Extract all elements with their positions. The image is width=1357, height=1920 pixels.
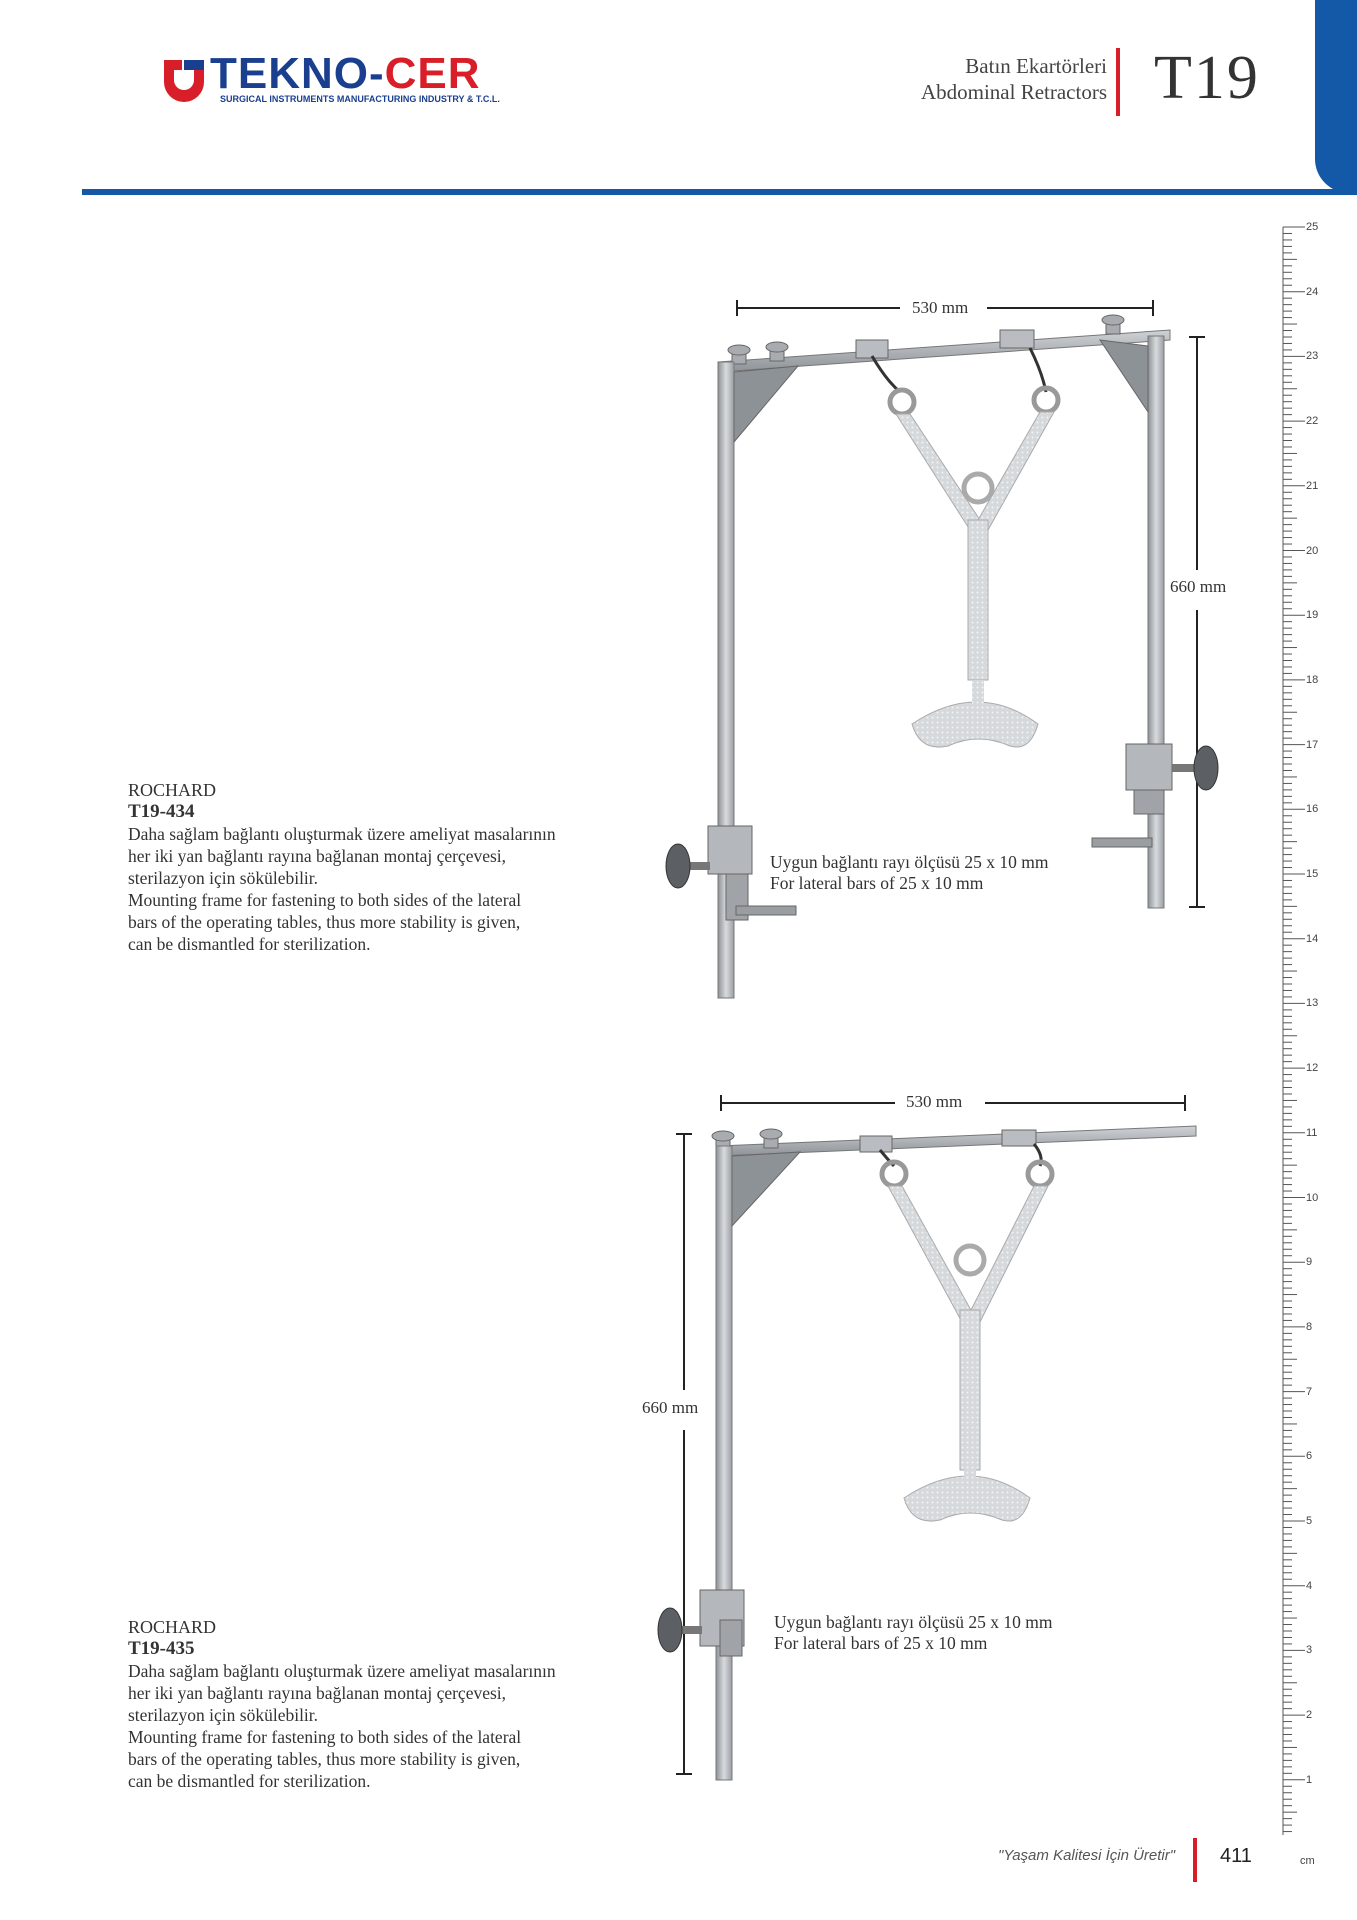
ruler-label: 24	[1306, 285, 1319, 298]
retractor-blade	[882, 1162, 1052, 1521]
ruler-label: 23	[1306, 350, 1319, 363]
section-code: T19	[1154, 44, 1260, 112]
desc-en-line: Mounting frame for fastening to both sides of the lateral	[128, 890, 522, 910]
desc-tr-line: sterilazyon için sökülebilir.	[128, 1705, 319, 1725]
footer-slogan: "Yaşam Kalitesi İçin Üretir"	[998, 1847, 1176, 1864]
ruler-label: 17	[1306, 738, 1319, 751]
desc-en-line: can be dismantled for sterilization.	[128, 1771, 371, 1791]
footer-divider	[1193, 1838, 1197, 1882]
note-tr: Uygun bağlantı rayı ölçüsü 25 x 10 mm	[774, 1612, 1053, 1632]
ruler-label: 19	[1306, 609, 1319, 622]
product-code: T19-435	[128, 1638, 195, 1659]
ruler-label: 20	[1306, 544, 1319, 557]
top-bar	[718, 1126, 1196, 1156]
desc-en-line: bars of the operating tables, thus more stability is given,	[128, 912, 521, 932]
ruler-label: 18	[1306, 673, 1319, 686]
ruler-label: 15	[1306, 868, 1319, 880]
ruler-label: 21	[1306, 479, 1319, 492]
ruler-label: 5	[1306, 1515, 1313, 1527]
note-en: For lateral bars of 25 x 10 mm	[774, 1633, 988, 1653]
ruler-label: 25	[1306, 221, 1319, 233]
product-name: ROCHARD	[128, 780, 217, 800]
ruler-label: 1	[1306, 1773, 1313, 1786]
desc-tr-line: her iki yan bağlantı rayına bağlanan montaj çerçevesi,	[128, 846, 507, 866]
ruler-label: 13	[1306, 997, 1319, 1010]
height-dimension-line	[676, 1134, 692, 1774]
ruler-label: 2	[1306, 1709, 1313, 1722]
category-title-en: Abdominal Retractors	[920, 80, 1107, 104]
left-brace	[732, 1152, 800, 1226]
lateral-bar-note	[770, 852, 1049, 894]
ruler-label: 4	[1306, 1579, 1313, 1592]
desc-en-line: can be dismantled for sterilization.	[128, 934, 371, 954]
ruler-label: 6	[1306, 1450, 1313, 1463]
ruler-label: 12	[1306, 1062, 1319, 1075]
ruler-label: 14	[1306, 932, 1319, 945]
ruler-label: 22	[1306, 415, 1319, 428]
desc-tr-line: Daha sağlam bağlantı oluşturmak üzere ameliyat masalarının	[128, 824, 556, 844]
left-upright	[716, 1146, 732, 1780]
brand-tagline: SURGICAL INSTRUMENTS MANUFACTURING INDUSTRY & T.C.L.	[220, 94, 500, 104]
desc-en-line: Mounting frame for fastening to both sides of the lateral	[128, 1727, 522, 1747]
ruler-label: 10	[1306, 1191, 1319, 1204]
height-label: 660 mm	[1170, 577, 1227, 596]
width-label: 530 mm	[906, 1092, 963, 1111]
desc-tr-line: Daha sağlam bağlantı oluşturmak üzere ameliyat masalarının	[128, 1661, 556, 1681]
knob-icon	[658, 1608, 682, 1652]
width-label: 530 mm	[912, 298, 969, 317]
category-title-tr: Batın Ekartörleri	[965, 54, 1107, 78]
page-number: 411	[1220, 1845, 1252, 1867]
note-en: For lateral bars of 25 x 10 mm	[770, 873, 984, 893]
ruler-label: 11	[1306, 1126, 1318, 1139]
desc-tr-line: her iki yan bağlantı rayına bağlanan montaj çerçevesi,	[128, 1683, 507, 1703]
ruler-label: 16	[1306, 803, 1319, 816]
ruler-label: 3	[1306, 1644, 1313, 1657]
note-tr: Uygun bağlantı rayı ölçüsü 25 x 10 mm	[770, 852, 1049, 872]
desc-en-line: bars of the operating tables, thus more stability is given,	[128, 1749, 521, 1769]
product-code: T19-434	[128, 801, 195, 822]
desc-tr-line: sterilazyon için sökülebilir.	[128, 868, 319, 888]
ruler-unit: cm	[1300, 1854, 1315, 1867]
ruler-label: 7	[1306, 1385, 1313, 1398]
brand-name: TEKNO-CER	[210, 49, 481, 98]
ruler-label: 9	[1306, 1256, 1313, 1269]
product-name: ROCHARD	[128, 1617, 217, 1637]
left-clamp	[658, 1590, 744, 1656]
lateral-bar-note	[774, 1612, 1053, 1654]
height-label: 660 mm	[642, 1398, 699, 1417]
ruler-label: 8	[1306, 1320, 1313, 1333]
